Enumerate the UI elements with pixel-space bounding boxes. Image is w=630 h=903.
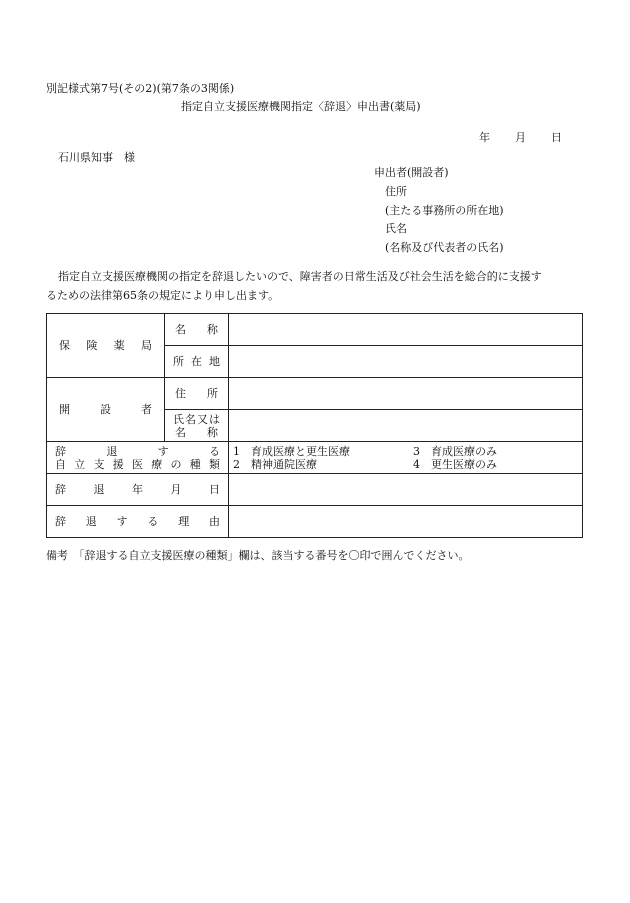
- medical-type-option-1[interactable]: 1 育成医療と更生医療: [233, 444, 350, 458]
- medical-type-label-char: 療: [151, 457, 163, 471]
- table-row: [47, 506, 583, 538]
- date-day: 日: [551, 131, 562, 144]
- withdraw-date-label-char: 辞: [55, 483, 66, 496]
- withdraw-date-label-char: 年: [132, 483, 143, 496]
- founder-name-label-char: 名: [185, 412, 196, 426]
- withdraw-reason-input[interactable]: [229, 506, 583, 538]
- founder-name-label-char: は: [209, 412, 220, 426]
- pharmacy-location-label-char: 在: [191, 355, 202, 368]
- form-number: 別記様式第7号(その2)(第7条の3関係): [46, 82, 235, 95]
- founder-address-input[interactable]: [229, 378, 583, 410]
- pharmacy-location-label-char: 地: [209, 355, 220, 368]
- medical-type-label-char: 種: [189, 457, 201, 471]
- founder-name-label-char: 氏: [173, 412, 184, 426]
- withdraw-reason-label-char: 由: [208, 515, 220, 528]
- withdraw-reason-label-cell: [47, 506, 229, 538]
- applicant-name-label: 氏名: [385, 222, 407, 235]
- medical-type-label-char: 医: [132, 457, 143, 471]
- founder-label-cell: [47, 378, 165, 442]
- table-row: [47, 442, 583, 474]
- medical-type-label-char: 援: [112, 457, 124, 471]
- body-text-line-2: るための法律第65条の規定により申し出ます。: [46, 289, 280, 302]
- founder-address-label-char: 所: [207, 387, 218, 400]
- pharmacy-name-label-char: 称: [207, 323, 218, 336]
- table-row: [47, 378, 583, 410]
- applicant-address-label: 住所: [385, 185, 407, 198]
- withdraw-date-label-char: 月: [170, 483, 182, 496]
- withdraw-reason-label-char: す: [116, 515, 128, 528]
- pharmacy-label-char: 険: [86, 339, 98, 352]
- medical-type-label-char: 類: [209, 457, 220, 471]
- medical-type-label-char: 立: [74, 457, 86, 471]
- remarks: 備考 「辞退する自立支援医療の種類」欄は、該当する番号を〇印で囲んでください。: [46, 549, 470, 562]
- applicant-address-note: (主たる事務所の所在地): [385, 204, 504, 217]
- founder-name-label-cell: [165, 410, 229, 442]
- withdraw-reason-label-char: 退: [85, 515, 97, 528]
- founder-address-label-cell: [165, 378, 229, 410]
- pharmacy-label-char: 薬: [113, 339, 125, 352]
- medical-type-label-char: 辞: [55, 444, 66, 458]
- pharmacy-name-label-cell: [165, 314, 229, 346]
- medical-type-label-cell: [47, 442, 229, 474]
- table-row: [47, 314, 583, 346]
- pharmacy-name-label-char: 名: [175, 323, 186, 336]
- pharmacy-location-input[interactable]: [229, 346, 583, 378]
- founder-name-label-char: 称: [207, 425, 218, 439]
- founder-label-char: 者: [141, 403, 152, 416]
- founder-name-label-char: 又: [197, 412, 208, 426]
- founder-name-label-char: 名: [175, 425, 186, 439]
- withdraw-date-label-cell: [47, 474, 229, 506]
- withdraw-reason-label-char: 辞: [55, 515, 66, 528]
- withdraw-reason-label-char: 理: [178, 515, 190, 528]
- pharmacy-label-cell: [47, 314, 165, 378]
- pharmacy-label-char: 保: [59, 339, 70, 352]
- founder-name-input[interactable]: [229, 410, 583, 442]
- medical-type-label-char: る: [208, 444, 220, 458]
- pharmacy-name-input[interactable]: [229, 314, 583, 346]
- table-row: [47, 474, 583, 506]
- withdraw-reason-label-char: る: [147, 515, 159, 528]
- withdraw-date-input[interactable]: [229, 474, 583, 506]
- founder-label-char: 設: [100, 403, 111, 416]
- applicant-name-note: (名称及び代表者の氏名): [385, 241, 504, 254]
- medical-type-label-char: 退: [106, 444, 118, 458]
- withdraw-date-label-char: 退: [93, 483, 105, 496]
- document-title: 指定自立支援医療機関指定〈辞退〉申出書(薬局): [181, 100, 421, 113]
- medical-type-option-4[interactable]: 4 更生医療のみ: [413, 457, 497, 471]
- pharmacy-location-label-char: 所: [173, 355, 184, 368]
- founder-label-char: 開: [59, 403, 70, 416]
- date-year: 年: [479, 131, 490, 144]
- medical-type-label-char: す: [157, 444, 169, 458]
- pharmacy-location-label-cell: [165, 346, 229, 378]
- applicant-heading: 申出者(開設者): [374, 166, 449, 179]
- founder-address-label-char: 住: [175, 387, 186, 400]
- date-month: 月: [515, 131, 526, 144]
- medical-type-label-char: 自: [55, 457, 66, 471]
- medical-type-option-3[interactable]: 3 育成医療のみ: [413, 444, 497, 458]
- addressee: 石川県知事 様: [58, 151, 135, 164]
- medical-type-label-char: 支: [93, 457, 105, 471]
- medical-type-options-cell: [229, 442, 583, 474]
- application-table: [46, 313, 583, 538]
- medical-type-label-char: の: [170, 457, 182, 471]
- pharmacy-label-char: 局: [140, 339, 152, 352]
- medical-type-option-2[interactable]: 2 精神通院医療: [233, 457, 317, 471]
- withdraw-date-label-char: 日: [209, 483, 220, 496]
- body-text-line-1: 指定自立支援医療機関の指定を辞退したいので、障害者の日常生活及び社会生活を総合的に支援す: [58, 270, 542, 283]
